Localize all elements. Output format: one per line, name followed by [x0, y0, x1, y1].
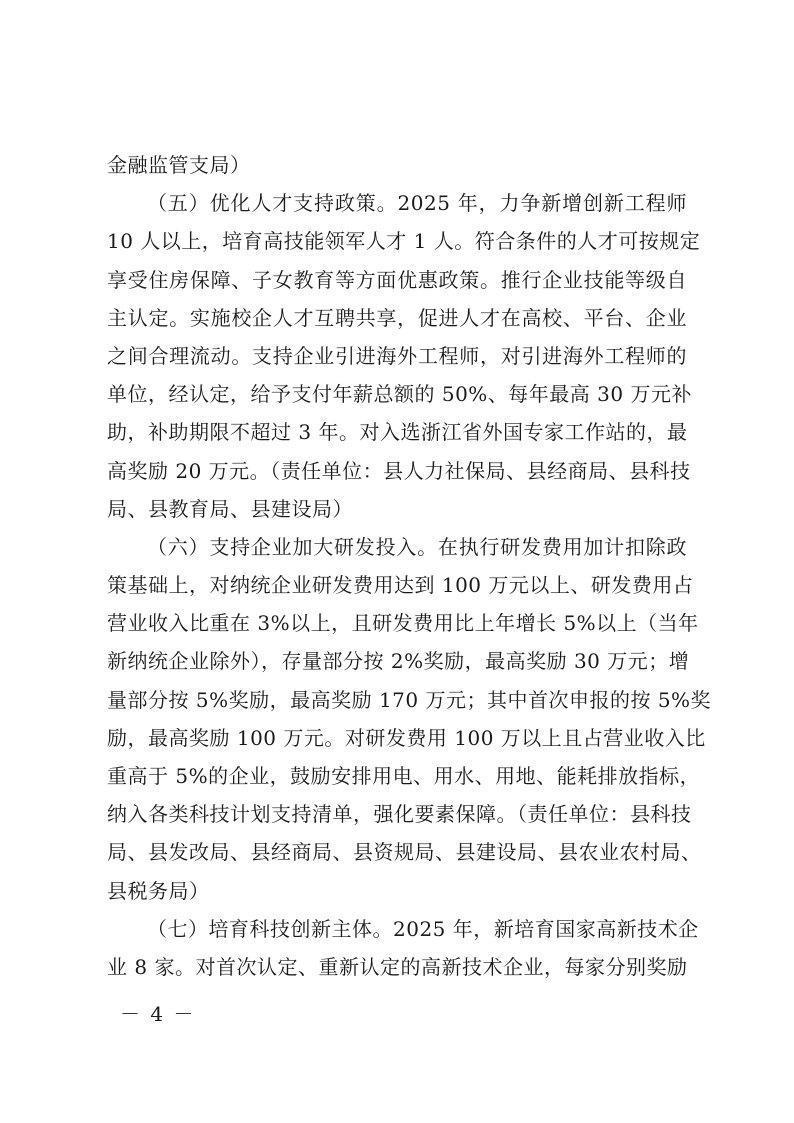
- text-line: 局、县发改局、县经商局、县资规局、县建设局、县农业农村局、: [107, 840, 702, 865]
- text-line: 新纳统企业除外），存量部分按 2%奖励，最高奖励 30 万元；增: [107, 649, 690, 674]
- text-line: 享受住房保障、子女教育等方面优惠政策。推行企业技能等级自: [107, 267, 687, 292]
- text-line: 主认定。实施校企人才互聘共享，促进人才在高校、平台、企业: [107, 305, 687, 330]
- paragraph-heading-6: （六）支持企业加大研发投入。在执行研发费用加计扣除政: [147, 534, 687, 559]
- text-line: 纳入各类科技计划支持清单，强化要素保障。（责任单位：县科技: [107, 802, 692, 827]
- document-body: [107, 146, 712, 986]
- text-line: 高奖励 20 万元。（责任单位：县人力社保局、县经商局、县科技: [107, 458, 691, 483]
- text-line: 业 8 家。对首次认定、重新认定的高新技术企业，每家分别奖励: [107, 954, 688, 979]
- text-line: 单位，经认定，给予支付年薪总额的 50%、每年最高 30 万元补: [107, 382, 692, 407]
- text-line: 金融监管支局）: [107, 153, 251, 177]
- paragraph-heading-5: （五）优化人才支持政策。2025 年，力争新增创新工程师: [147, 191, 687, 216]
- text-line: 策基础上，对纳统企业研发费用达到 100 万元以上、研发费用占: [107, 573, 694, 598]
- page-number: － 4 －: [120, 1002, 196, 1026]
- paragraph-heading-7: （七）培育科技创新主体。2025 年，新培育国家高新技术企: [147, 916, 699, 941]
- text-line: 量部分按 5%奖励，最高奖励 170 万元；其中首次申报的按 5%奖: [107, 687, 712, 712]
- text-line: 助，补助期限不超过 3 年。对入选浙江省外国专家工作站的，最: [107, 420, 688, 445]
- text-line: 局、县教育局、县建设局）: [107, 496, 353, 521]
- text-line: 之间合理流动。支持企业引进海外工程师，对引进海外工程师的: [107, 343, 687, 368]
- text-line: 重高于 5%的企业，鼓励安排用电、用水、用地、能耗排放指标，: [107, 764, 701, 788]
- text-line: 10 人以上，培育高技能领军人才 1 人。符合条件的人才可按规定: [107, 229, 701, 254]
- text-line: 营业收入比重在 3%以上，且研发费用比上年增长 5%以上（当年: [107, 611, 699, 636]
- text-line: 励，最高奖励 100 万元。对研发费用 100 万以上且占营业收入比: [107, 725, 706, 750]
- text-line: 县税务局）: [107, 878, 210, 903]
